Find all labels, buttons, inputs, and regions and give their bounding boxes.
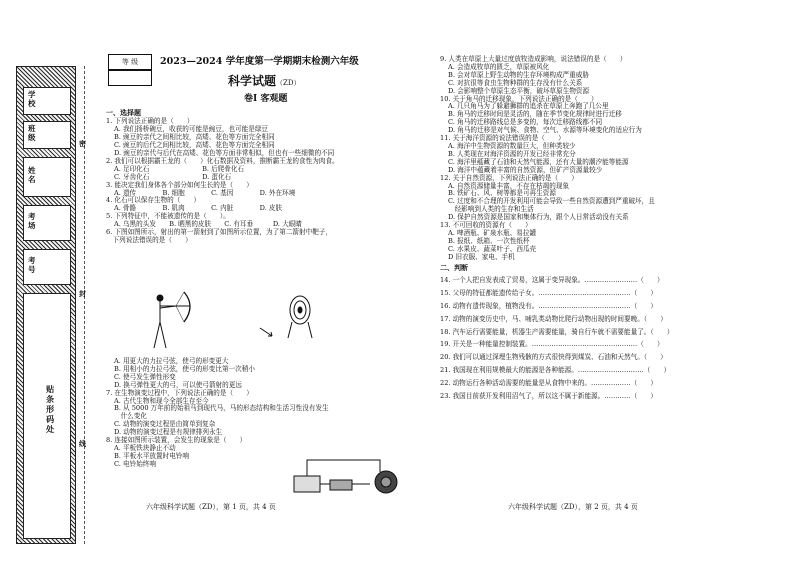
room-box xyxy=(23,205,71,241)
judge-line: 15. 父母的特征都能遗传给子女。……………………………………（ ） xyxy=(440,288,657,297)
grade-input-box xyxy=(108,70,152,86)
question-line: A. 自然资源储量丰富，不存在枯竭的现象 xyxy=(448,181,570,190)
question-line: 9. 人类在草原上大量过度放牧造成影响，说法错误的是（ ） xyxy=(440,55,627,63)
number-label: 考号 xyxy=(28,256,50,274)
question-line: D. 换弓弹性更大的弓，可以使弓箭射的更远 xyxy=(114,380,242,389)
question-line: 3. 能决定我们身体各个部分如何生长的是（ ） xyxy=(106,180,253,189)
wire xyxy=(307,460,380,476)
question-line: 2. 我们可以根据霸王龙的（ ）化石数据及资料，推断霸王龙的食性为肉食。 xyxy=(106,156,339,165)
question-line: 经影响到人类的生存和生活 xyxy=(448,205,534,214)
question-line: A. 我们扬桥碗豆，收获的可能是豌豆，也可能是绿豆 xyxy=(114,125,269,134)
question-line: B. 用相小的力拉弓弦，使弓的形变比第一次稍小 xyxy=(114,364,255,373)
question-line: C. 电铃始终响 xyxy=(114,459,156,468)
judge-line: 19. 开关是一种能量控制装置。…………………………………………（ ） xyxy=(440,340,664,349)
question-line: B. 角马的迁移时间是灵活的，随在季节变化规律时进行迁移 xyxy=(448,110,622,119)
question-line: B. 报纸、纸箱、一次性纸杯 xyxy=(448,236,530,245)
question-line: D. 豌豆的亲代与后代在高矮、花色等方面非常相似，但也有一些细微的不同 xyxy=(114,149,335,158)
question-line: A. 几只角马为了躲避狮群的追杀在草原上奔跑了几公里 xyxy=(448,102,609,111)
room-label: 考场 xyxy=(28,212,50,230)
question-line: 12. 关于自然资源，下列说法正确的是（ ） xyxy=(440,173,578,182)
question-line: D. 海洋中蕴藏着丰富的自然资源，但矿产资源量较少 xyxy=(448,165,603,174)
question-line: 一、选择题 xyxy=(106,108,141,117)
archer-body xyxy=(154,301,166,348)
school-label: 学校 xyxy=(28,90,50,108)
grade-box: 等 级 xyxy=(108,54,152,70)
question-line: B. 从 5000 万年前的始祖马到现代马，马的形态结构和生活习性没有发生 xyxy=(114,404,329,413)
question-line: D. 会影响整个草原生态平衡，破坏草原生物资源 xyxy=(448,86,590,95)
question-line: 下列说法错误的是（ ） xyxy=(106,235,192,244)
question-line: 4. 化石可以保存生物的（ ） xyxy=(106,196,201,205)
number-box xyxy=(23,249,71,285)
page-footer-left: 六年级科学试题（ZD），第 1 页，共 4 页 xyxy=(146,503,276,511)
class-box xyxy=(23,121,71,149)
question-line: A. 用更大的力拉弓弦，使弓的形变更大 xyxy=(114,357,229,365)
question-line: D. 动物的演变过程是有规律排列永生 xyxy=(114,428,223,437)
question-line: D. 角马的迁移是对气候、食物、空气、水源等环境变化的适应行为 xyxy=(448,126,642,135)
section-heading: 二、判断 xyxy=(440,262,468,272)
question-line: 6. 下图如图所示，射出的第一箭射到了如图所示位置，为了第二箭射中靶子， xyxy=(106,228,332,237)
question-line: B. 豌豆的亲代之间相比较，高矮、花色等方面完全相同 xyxy=(114,133,275,142)
judge-line: 18. 汽车运行需要能量，机器生产需要能量，骑自行车就不需要能量了。（ ） xyxy=(440,327,674,336)
question-line: C. 水果皮、蔬菜叶子、西瓜壳 xyxy=(448,244,537,253)
class-label: 班级 xyxy=(28,124,50,142)
arrow xyxy=(260,328,272,336)
question-line: A. 乌黑的头发 B. 晒黑的皮肤 C. 有耳垂 D. 大眼睛 xyxy=(114,220,302,229)
subject-title xyxy=(228,74,301,88)
subject-tag: （ZD） xyxy=(276,79,301,87)
exam-title: 2023—2024 学年度第一学期期末检测六年级 xyxy=(160,56,359,67)
judge-line: 21. 我国现在利用规模最大的能源是各种能源。…………………………（ ） xyxy=(440,366,671,375)
name-box xyxy=(23,157,71,197)
battery xyxy=(294,476,320,492)
fold-char: 密 xyxy=(79,139,86,148)
bowstring xyxy=(176,292,184,322)
iron-plate xyxy=(330,480,352,490)
left-column xyxy=(106,108,426,245)
name-label: 姓名 xyxy=(28,166,50,184)
judge-line: 17. 动物的演变历史中，马、哺乳类动物比爬行动物出现的时间要晚。（ ） xyxy=(440,314,667,323)
question-line: A. 古代生物和现今全部生存至今 xyxy=(114,396,209,405)
judge-line: 22. 动物运行各种活动需要的能量是从食物中来的。………………（ ） xyxy=(440,379,657,388)
question-line: A. 啤酒瓶、矿泉水瓶、易拉罐 xyxy=(448,228,537,237)
barcode-note: 贴条形码处 xyxy=(45,385,56,435)
question-line: C. 海洋里蕴藏了石油和天然气能源，还有大量的潮汐能等能源 xyxy=(448,157,629,166)
question-line: D 旧衣服、家电、手机 xyxy=(448,252,515,261)
question-line: A. 遗传 B. 细胞 C. 基因 D. 外在环境 xyxy=(114,188,296,197)
question-line: A. 足印化石 B. 后爬骨化石 xyxy=(114,164,245,173)
target-center xyxy=(298,307,302,313)
archer-head xyxy=(157,295,163,301)
section-heading: 卷Ⅰ 客观题 xyxy=(244,94,288,104)
circuit-illustration xyxy=(290,450,420,500)
archery-illustration xyxy=(140,290,340,352)
question-line: C. 对抗很等食虫生物种群的生存没有什么关系 xyxy=(448,78,583,87)
question-line: 5. 下列特征中，不能被遗传的是（ ）。 xyxy=(106,212,230,221)
question-line: A. 海洋中生物资源的数量巨大，但种类较少 xyxy=(448,141,576,150)
bow xyxy=(184,292,190,322)
question-line: B. 铁矿石、风、树等都是可再生资源 xyxy=(448,189,556,198)
judge-line: 14. 一个人把自发表成了贸易，这属于变异现象。……………………（ ） xyxy=(440,275,664,284)
school-box xyxy=(23,87,71,115)
question-line: 10. 关于角马的迁移现象，下列说法正确的是（ ） xyxy=(440,94,598,103)
right-column xyxy=(440,56,780,401)
question-line: 1. 下列说法正确的是（ ） xyxy=(106,117,194,126)
question-line: B. 平板水平放置时电铃响 xyxy=(114,451,189,460)
archer-arms xyxy=(160,306,190,308)
question-line: C. 角马的迁移路线总是多变的，每次迁移路线都不同 xyxy=(448,118,603,127)
question-line: A. 平板铁块静止不动 xyxy=(114,443,176,452)
question-line: 什么变化 xyxy=(114,412,147,421)
question-line: 11. 关于海洋资源的说法错误的是（ ） xyxy=(440,134,565,143)
bell-center xyxy=(381,477,391,487)
question-line: B. 人类现在对海洋资源的开发已经非常充分 xyxy=(448,149,576,158)
fold-char: 封 xyxy=(79,289,86,298)
question-line: 13. 不可回收的资源有（ ） xyxy=(440,221,532,230)
question-line: 7. 在生物演变过程中，下列说法正确的是（ ） xyxy=(106,388,253,397)
question-line: C. 使弓发生弹性形变 xyxy=(114,372,176,381)
question-line: B. 会对草原上野生动物的生存环境构成严重威胁 xyxy=(448,70,589,79)
fold-char: 线 xyxy=(79,439,86,448)
page-footer-right: 六年级科学试题（ZD），第 2 页，共 4 页 xyxy=(508,503,638,511)
binding-strip xyxy=(16,66,76,544)
question-line: C. 豌豆的后代之间相比较，高矮、花色等方面完全相同 xyxy=(114,141,275,150)
question-line: C. 牙齿化石 D. 蛋化石 xyxy=(114,172,232,181)
fold-line xyxy=(84,66,85,544)
question-line: C. 动物的演变过程是由简单到复杂 xyxy=(114,420,216,429)
question-line: 8. 连接如图所示装置，会发生的现象是（ ） xyxy=(106,436,247,445)
question-line: A. 会造成牧草的匮乏，草原被风化 xyxy=(448,62,550,71)
judge-line: 16. 动物有遗传现象，植物没有。……………………………………（ ） xyxy=(440,301,657,310)
question-line: A. 骨骼 B. 肌肉 C. 内脏 D. 皮肤 xyxy=(114,204,283,213)
question-line: C. 过度和不合理的开发利用可能会导致一些自然资源遭到严重破坏，且 xyxy=(448,197,655,206)
judge-line: 20. 我们可以通过深埋生物残骸的方式很快得到煤炭、石油和天然气。（ ） xyxy=(440,353,667,362)
subject-name: 科学试题 xyxy=(228,74,277,88)
judge-line: 23. 我国目前获开发利用沼气了，所以这不属于新能源。…………（ ） xyxy=(440,392,657,401)
question-line: D. 保护自然资源是国家和集体行为，跟个人日常活动没有关系 xyxy=(448,213,629,222)
